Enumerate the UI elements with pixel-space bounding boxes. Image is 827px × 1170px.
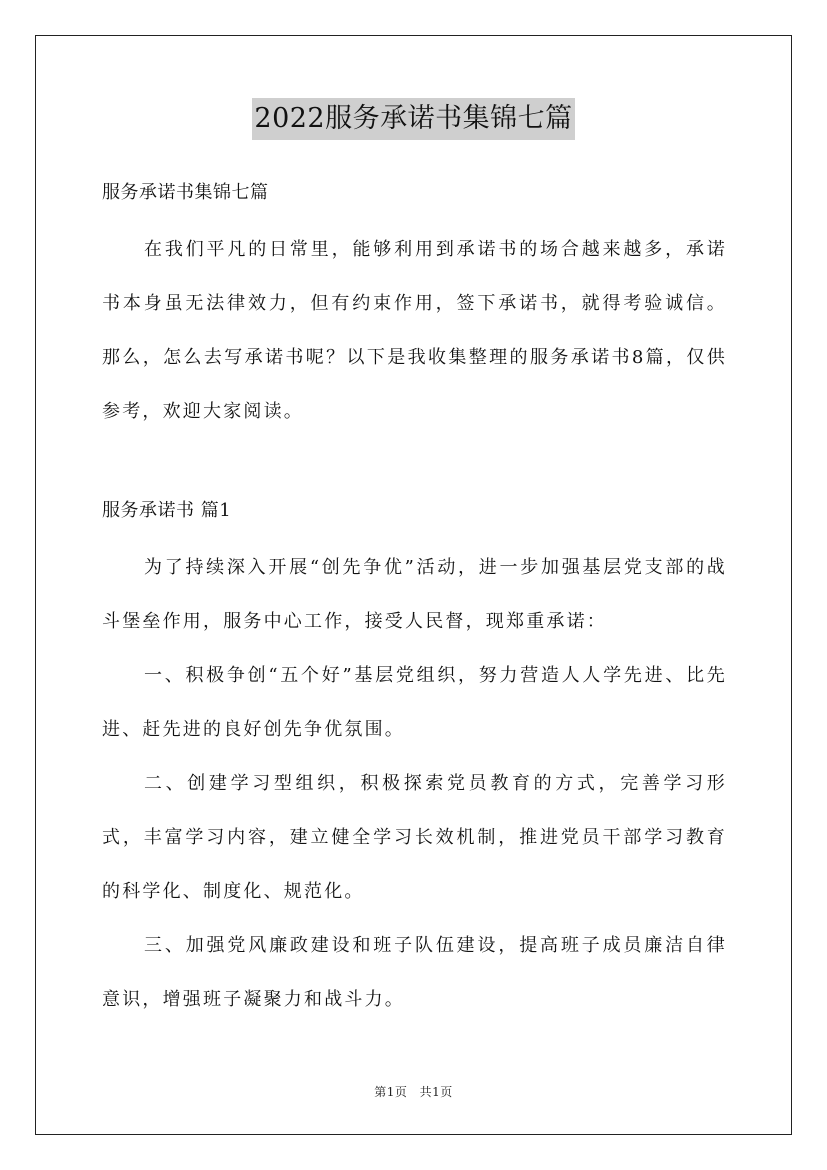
intro-paragraph: 在我们平凡的日常里，能够利用到承诺书的场合越来越多，承诺书本身虽无法律效力，但有约束作用，签下承诺书，就得考验诚信。那么，怎么去写承诺书呢？以下是我收集整理的服务承诺书8篇，仅供参考，欢迎大家阅读。 — [102, 239, 727, 422]
section-paragraph: 一、积极争创“五个好”基层党组织，努力营造人人学先进、比先进、赶先进的良好创先争优氛围。 — [102, 665, 727, 740]
document-title — [0, 97, 827, 140]
document-title-text: 2022服务承诺书集锦七篇 — [252, 98, 574, 140]
page-number-total: 共1页 — [419, 1085, 453, 1099]
section-paragraph: 二、创建学习型组织，积极探索党员教育的方式，完善学习形式，丰富学习内容，建立健全学习长效机制，推进党员干部学习教育的科学化、制度化、规范化。 — [102, 773, 727, 902]
section-heading: 服务承诺书 篇1 — [102, 500, 232, 521]
page-footer — [0, 1083, 827, 1100]
document-body — [102, 175, 727, 1027]
section-paragraph: 三、加强党风廉政建设和班子队伍建设，提高班子成员廉洁自律意识，增强班子凝聚力和战斗力。 — [102, 935, 727, 1010]
document-subtitle: 服务承诺书集锦七篇 — [102, 182, 269, 203]
section-paragraph: 为了持续深入开展“创先争优”活动，进一步加强基层党支部的战斗堡垒作用，服务中心工作，接受人民督，现郑重承诺： — [102, 557, 727, 632]
page-number-current: 第1页 — [374, 1085, 408, 1099]
